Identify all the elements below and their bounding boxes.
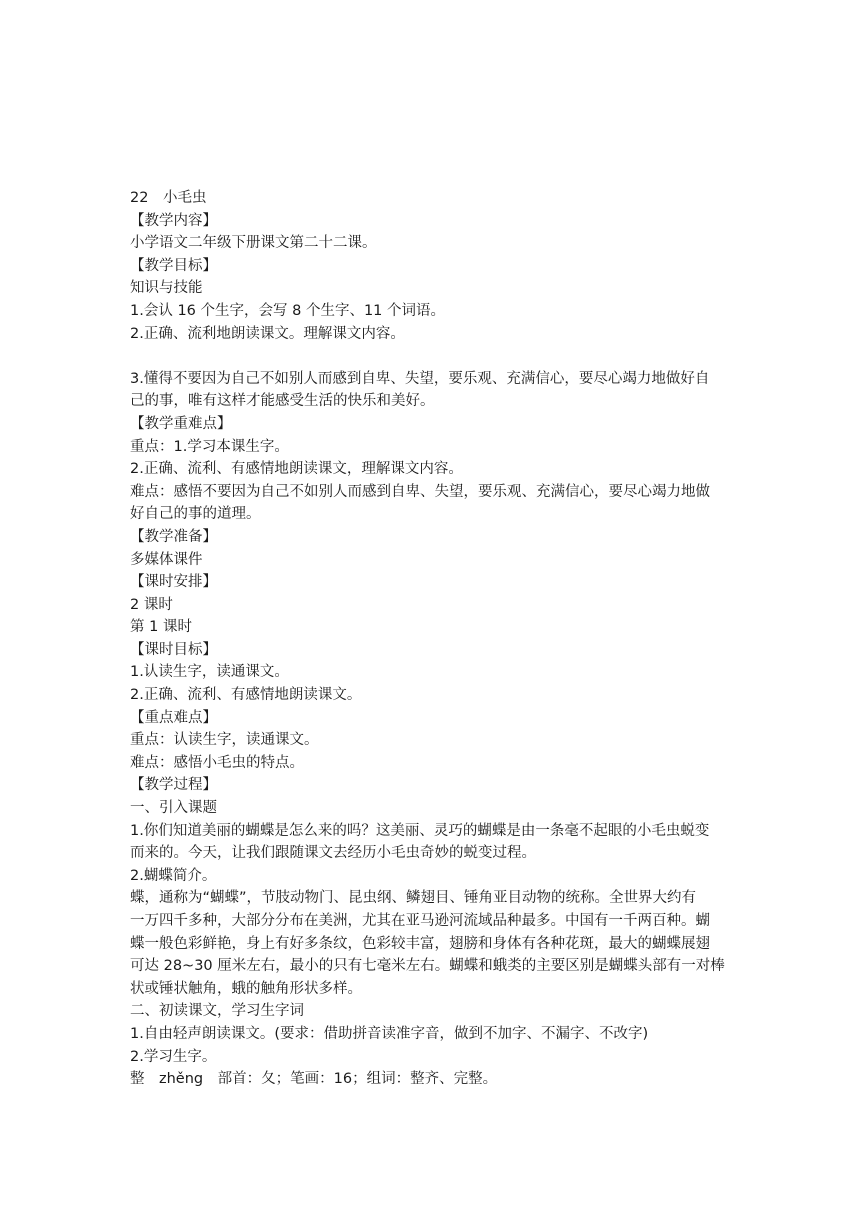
text-line: 一、引入课题	[130, 800, 217, 817]
text-line: 第 1 课时	[130, 619, 192, 636]
text-line	[130, 345, 730, 368]
text-line: 1.会认 16 个生字，会写 8 个生字、11 个词语。	[130, 302, 446, 319]
text-line: 难点：感悟小毛虫的特点。	[130, 754, 304, 771]
text-line: 1.自由轻声朗读课文。(要求：借助拼音读准字音，做到不加字、不漏字、不改字)	[130, 1025, 649, 1042]
text-line: 整 zhěng 部首：夂；笔画：16；组词：整齐、完整。	[130, 1071, 498, 1088]
text-line: 【教学内容】	[130, 212, 217, 229]
text-line: 【教学过程】	[130, 777, 217, 794]
text-line: 2 课时	[130, 596, 173, 613]
text-line: 蝶一般色彩鲜艳，身上有好多条纹，色彩较丰富，翅膀和身体有各种花斑，最大的蝴蝶展翅	[130, 935, 710, 952]
text-line: 二、初读课文，学习生字词	[130, 1003, 304, 1020]
text-line: 22 小毛虫	[130, 190, 207, 206]
text-line: 1.你们知道美丽的蝴蝶是怎么来的吗？这美丽、灵巧的蝴蝶是由一条毫不起眼的小毛虫蜕变	[130, 822, 710, 839]
text-line: 难点：感悟不要因为自己不如别人而感到自卑、失望，要乐观、充满信心，要尽心竭力地做	[130, 483, 710, 500]
text-line: 【教学目标】	[130, 257, 217, 274]
text-line: 重点：1.学习本课生字。	[130, 438, 289, 455]
text-line: 小学语文二年级下册课文第二十二课。	[130, 235, 377, 252]
text-line: 一万四千多种，大部分分布在美洲，尤其在亚马逊河流域品种最多。中国有一千两百种。蝴	[130, 913, 710, 929]
text-line: 好自己的事的道理。	[130, 506, 261, 523]
text-line: 而来的。今天，让我们跟随课文去经历小毛虫奇妙的蜕变过程。	[130, 845, 536, 862]
document-body	[130, 187, 730, 1091]
text-line: 【课时安排】	[130, 574, 217, 591]
text-line: 2.学习生字。	[130, 1048, 217, 1065]
text-line: 蝶，通称为“蝴蝶”，节肢动物门、昆虫纲、鳞翅目、锤角亚目动物的统称。全世界大约有	[130, 890, 697, 907]
text-line: 2.正确、流利、有感情地朗读课文，理解课文内容。	[130, 461, 463, 478]
text-line: 重点：认读生字，读通课文。	[130, 732, 319, 749]
text-line: 2.正确、流利地朗读课文。理解课文内容。	[130, 325, 405, 342]
text-line: 状或锤状触角，蛾的触角形状多样。	[130, 980, 362, 997]
text-line: 己的事，唯有这样才能感受生活的快乐和美好。	[130, 393, 435, 410]
text-line: 【重点难点】	[130, 709, 217, 726]
text-line: 多媒体课件	[130, 551, 203, 568]
text-line: 2.蝴蝶简介。	[130, 867, 217, 884]
text-line: 可达 28~30 厘米左右，最小的只有七毫米左右。蝴蝶和蛾类的主要区别是蝴蝶头部有一对棒	[130, 958, 725, 975]
text-line: 知识与技能	[130, 280, 203, 297]
text-line: 2.正确、流利、有感情地朗读课文。	[130, 687, 362, 704]
text-line: 3.懂得不要因为自己不如别人而感到自卑、失望，要乐观、充满信心，要尽心竭力地做好自	[130, 370, 710, 387]
text-line: 【教学重难点】	[130, 415, 232, 432]
text-line: 【课时目标】	[130, 641, 217, 658]
text-line: 【教学准备】	[130, 528, 217, 545]
text-line: 1.认读生字，读通课文。	[130, 664, 289, 681]
